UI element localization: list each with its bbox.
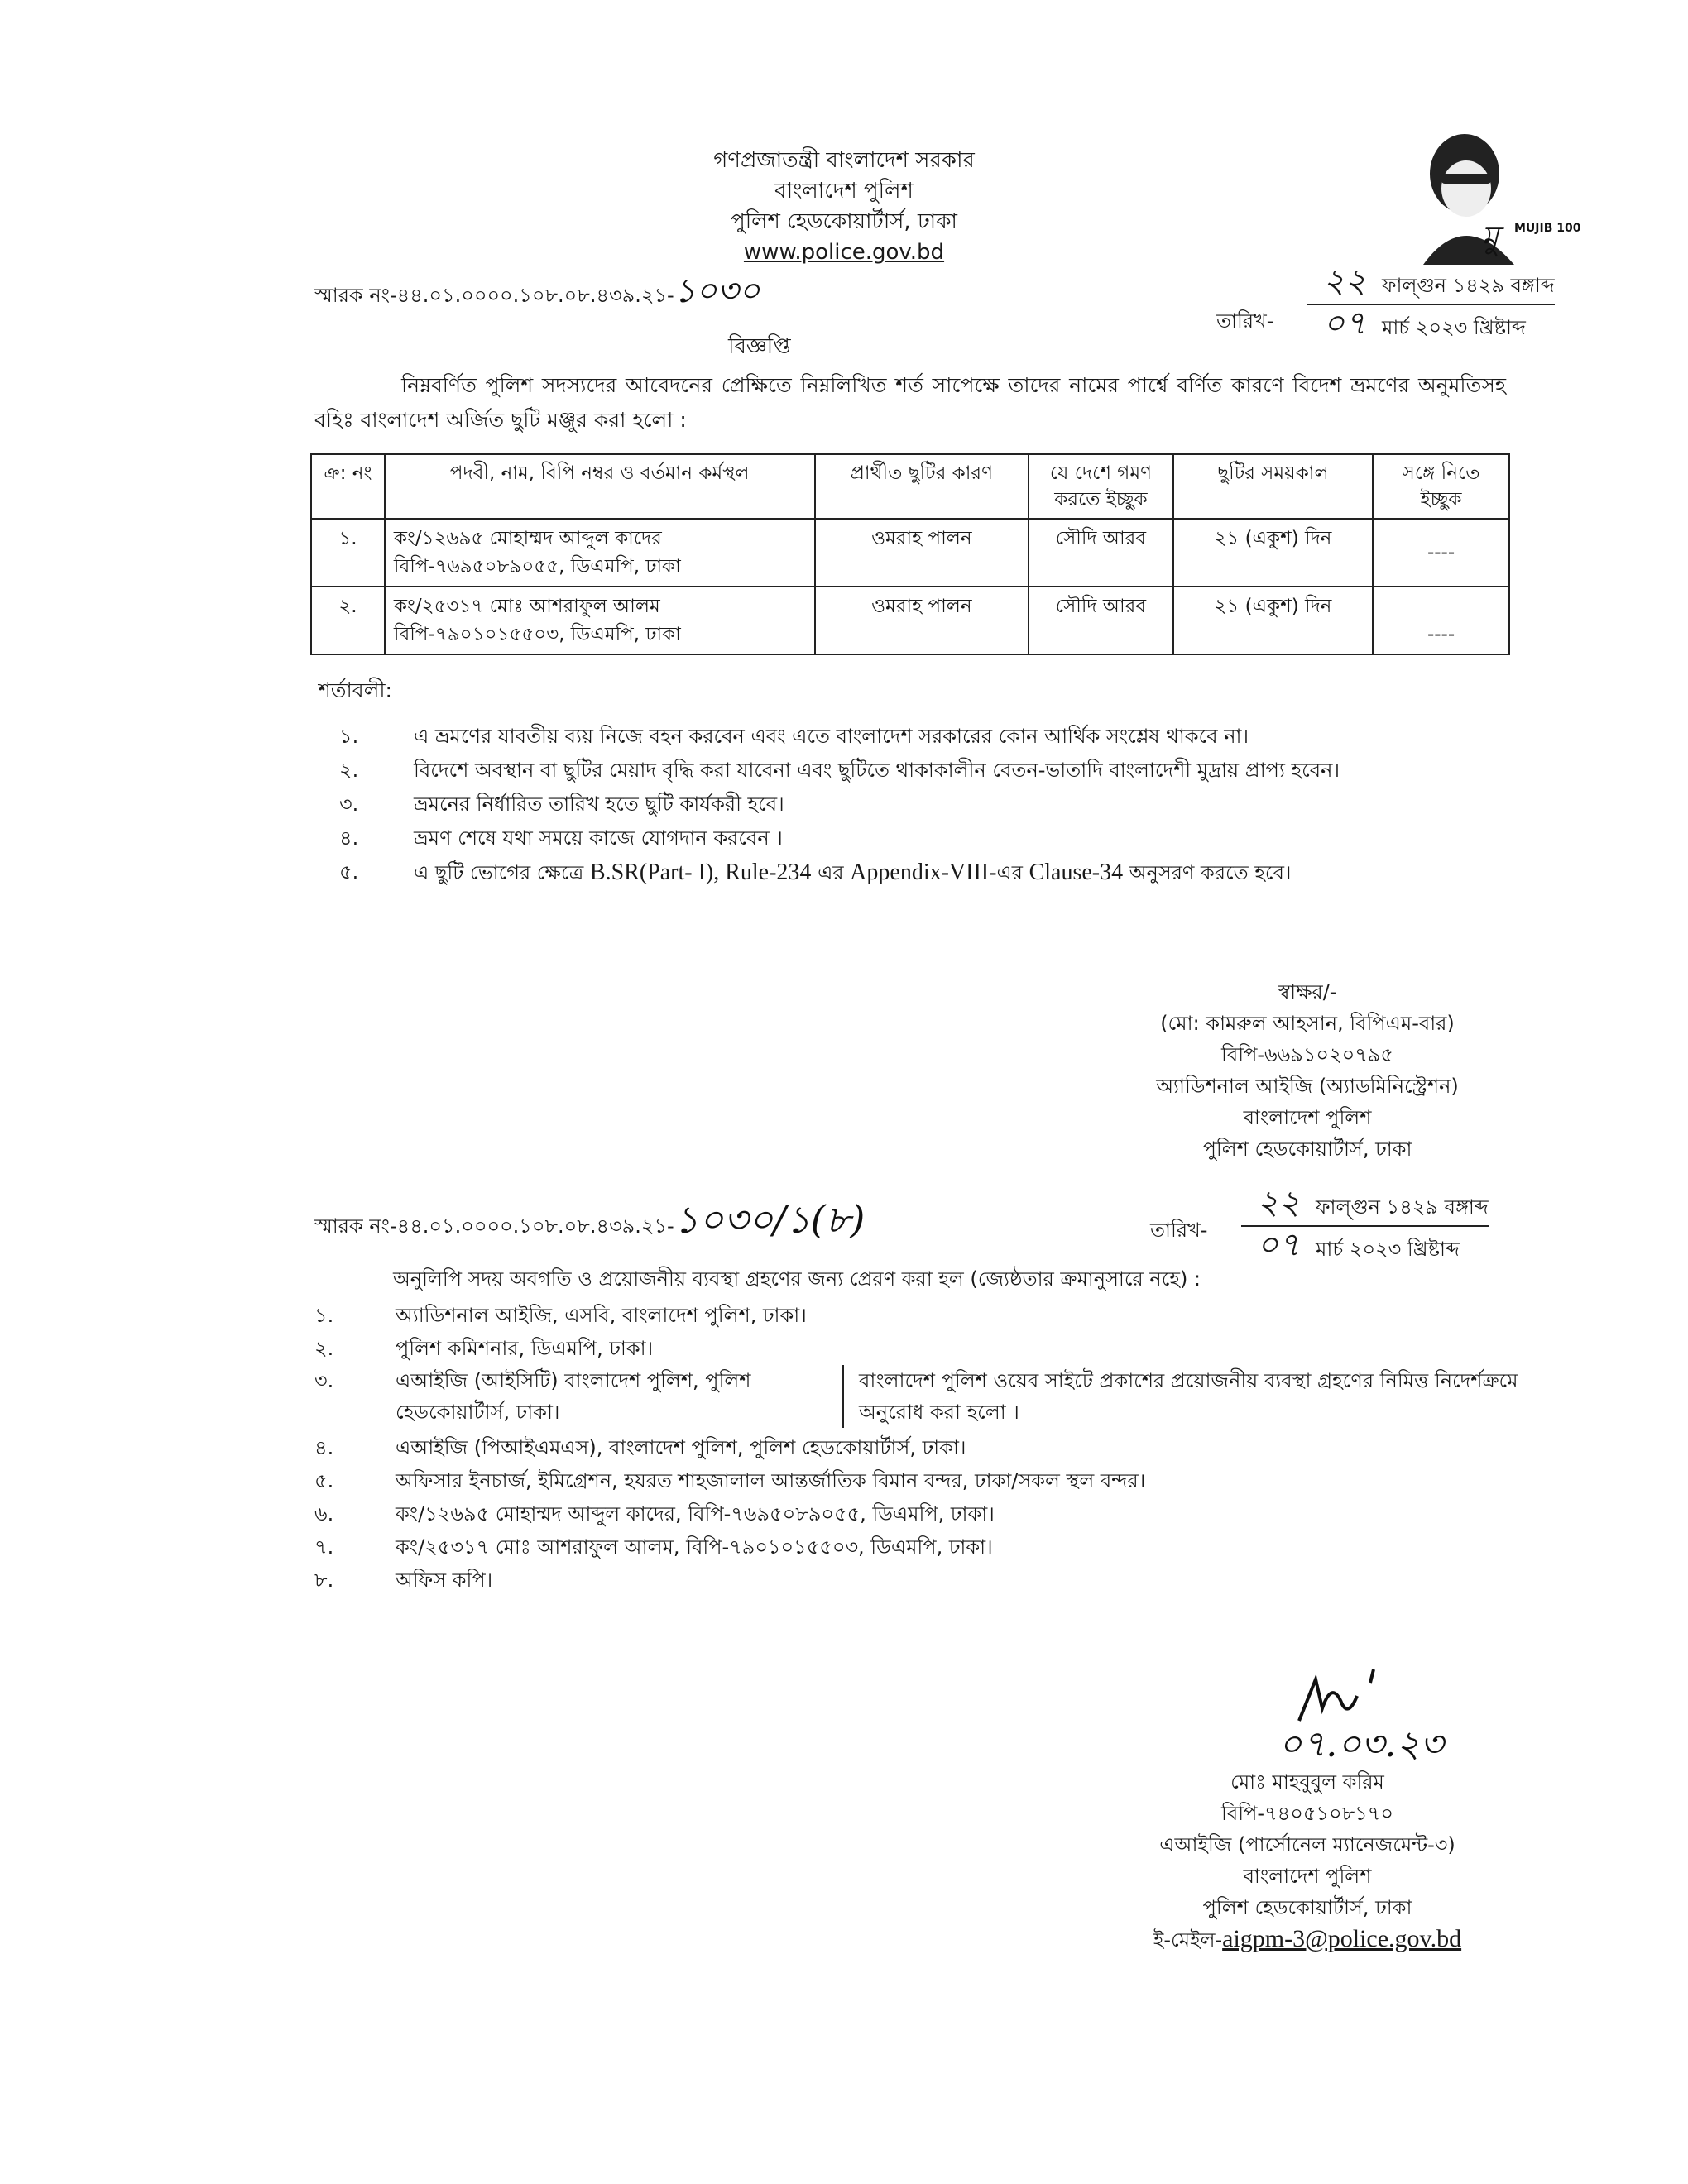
col-reason: প্রার্থীত ছুটির কারণ xyxy=(815,454,1029,519)
signatory-office: পুলিশ হেডকোয়ার্টার্স, ঢাকা xyxy=(1202,1138,1412,1161)
signatory-block-2 xyxy=(1059,1766,1556,1956)
website-link[interactable]: www.police.gov.bd xyxy=(743,240,945,265)
list-item: ৪. এআইজি (পিআইএমএস), বাংলাদেশ পুলিশ, পুলিশ হেডকোয়ার্টার্স, ঢাকা। xyxy=(314,1436,966,1459)
leave-table xyxy=(310,453,1510,655)
english-day: ০৭ xyxy=(1322,304,1366,342)
conditions-list xyxy=(339,720,1531,890)
bangla-day: ২২ xyxy=(1256,1184,1300,1222)
bangla-date: ফাল্গুন ১৪২৯ বঙ্গাব্দ xyxy=(1316,1195,1489,1219)
member-name: কং/২৫৩১৭ মোঃ আশরাফুল আলম xyxy=(393,596,660,617)
email-link[interactable]: aigpm-3@police.gov.bd xyxy=(1222,1925,1462,1952)
list-item: ৫. এ ছুটি ভোগের ক্ষেত্রে B.SR(Part- I), Rule-234 এর Appendix-VIII-এর Clause-34 অনুসরণ করতে হবে। xyxy=(339,860,1292,885)
list-item: ১. এ ভ্রমণের যাবতীয় ব্যয় নিজে বহন করবেন এবং এতে বাংলাদেশ সরকারের কোন আর্থিক সংশ্লেষ থাকবে না। xyxy=(339,725,1249,748)
row-country: সৌদি আরব xyxy=(1029,587,1173,654)
col-name: পদবী, নাম, বিপি নম্বর ও বর্তমান কর্মস্থল xyxy=(385,454,815,519)
row-companion: ---- xyxy=(1373,587,1509,654)
memo-number-2 xyxy=(314,1191,865,1254)
table-row xyxy=(311,587,1509,654)
memo-handwritten-number: ১০৩০/১(৮) xyxy=(674,1197,866,1242)
copy-intro: অনুলিপি সদয় অবগতি ও প্রয়োজনীয় ব্যবস্থা গ্রহণের জন্য প্রেরণ করা হল (জ্যেষ্ঠতার ক্রমানুসারে নহে) : xyxy=(393,1267,1201,1291)
signatory-designation: এআইজি (পার্সোনেল ম্যানেজমেন্ট-৩) xyxy=(1159,1833,1455,1856)
signatory-name: মোঃ মাহবুবুল করিম xyxy=(1230,1770,1384,1794)
portrait-icon xyxy=(1398,124,1581,273)
row-reason: ওমরাহ পালন xyxy=(815,519,1029,587)
signatory-org: বাংলাদেশ পুলিশ xyxy=(1243,1865,1372,1888)
list-item: ৮. অফিস কপি। xyxy=(314,1569,493,1592)
list-item: ৩. ভ্রমনের নির্ধারিত তারিখ হতে ছুটি কার্যকরী হবে। xyxy=(339,793,784,816)
govt-name: গণপ্রজাতন্ত্রী বাংলাদেশ সরকার xyxy=(713,148,975,173)
row-serial: ১. xyxy=(311,519,385,587)
row-duration: ২১ (একুশ) দিন xyxy=(1173,587,1373,654)
english-date: মার্চ ২০২৩ খ্রিষ্টাব্দ xyxy=(1382,316,1526,339)
row-member xyxy=(385,519,815,587)
table-header-row xyxy=(311,454,1509,519)
member-name: কং/১২৬৯৫ মোহাম্মদ আব্দুল কাদের xyxy=(393,528,662,549)
member-bp: বিপি-৭৬৯৫০৮৯০৫৫, ডিএমপি, ঢাকা xyxy=(393,556,681,577)
row-reason: ওমরাহ পালন xyxy=(815,587,1029,654)
handwritten-date: ০৭.০৩.২৩ xyxy=(1278,1723,1444,1765)
member-bp: বিপি-৭৯০১০১৫৫০৩, ডিএমপি, ঢাকা xyxy=(393,624,681,645)
signatory-bp: বিপি-৭৪০৫১০৮১৭০ xyxy=(1221,1802,1393,1825)
row-member xyxy=(385,587,815,654)
signatory-name: (মো: কামরুল আহসান, বিপিএম-বার) xyxy=(1160,1012,1455,1035)
memo-label: স্মারক নং-৪৪.০১.০০০০.১০৮.০৮.৪৩৯.২১- xyxy=(314,284,674,307)
table-row xyxy=(311,519,1509,587)
signatory-office: পুলিশ হেডকোয়ার্টার্স, ঢাকা xyxy=(1202,1896,1412,1919)
mujib-100-logo xyxy=(1398,124,1581,273)
conditions-title: শর্তাবলী: xyxy=(319,678,392,702)
intro-paragraph: নিম্নবর্ণিত পুলিশ সদস্যদের আবেদনের প্রেক্ষিতে নিম্নলিখিত শর্ত সাপেক্ষে তাদের নামের পার্শ্বে বর্ণিত কারণে বিদেশ ভ্রমণের অনুমতিসহ বহিঃ বাংলাদেশ অর্জিত ছুটি মঞ্জুর করা হলো : xyxy=(314,373,1506,432)
signatory-org: বাংলাদেশ পুলিশ xyxy=(1243,1106,1372,1129)
col-companion: সঙ্গে নিতে ইচ্ছুক xyxy=(1373,454,1509,519)
list-item: ৪. ভ্রমণ শেষে যথা সময়ে কাজে যোগদান করবেন । xyxy=(339,826,783,850)
bangla-day: ২২ xyxy=(1322,262,1366,300)
list-item: ২. পুলিশ কমিশনার, ডিএমপি, ঢাকা। xyxy=(314,1337,654,1360)
col-serial: ক্র: নং xyxy=(311,454,385,519)
list-item: ৩. এআইজি (আইসিটি) বাংলাদেশ পুলিশ, পুলিশ হেডকোয়ার্টার্স, ঢাকা। বাংলাদেশ পুলিশ ওয়েব সাইটে প্রকাশের প্রয়োজনীয় ব্যবস্থা গ্রহণের নিমিত্ত নিদের্শক্রমে অনুরোধ করা হলো । xyxy=(314,1365,1531,1428)
row-country: সৌদি আরব xyxy=(1029,519,1173,587)
org-name: বাংলাদেশ পুলিশ xyxy=(774,179,914,204)
row-serial: ২. xyxy=(311,587,385,654)
web-publish-note: বাংলাদেশ পুলিশ ওয়েব সাইটে প্রকাশের প্রয়োজনীয় ব্যবস্থা গ্রহণের নিমিত্ত নিদের্শক্রমে অনুরোধ করা হলো । xyxy=(842,1365,1531,1428)
date-block xyxy=(1216,263,1555,346)
list-item: ৫. অফিসার ইনচার্জ, ইমিগ্রেশন, হযরত শাহজালাল আন্তর্জাতিক বিমান বন্দর, ঢাকা/সকল স্থল বন্দর। xyxy=(314,1469,1146,1492)
english-date: মার্চ ২০২৩ খ্রিষ্টাব্দ xyxy=(1316,1238,1460,1261)
memo-handwritten-number: ১০৩০ xyxy=(674,272,760,310)
signatory-block-1 xyxy=(1076,976,1539,1165)
signatory-email-line: ই-মেইল-aigpm-3@police.gov.bd xyxy=(1153,1925,1462,1952)
memo-number xyxy=(314,265,760,320)
list-item: ২. বিদেশে অবস্থান বা ছুটির মেয়াদ বৃদ্ধি করা যাবেনা এবং ছুটিতে থাকাকালীন বেতন-ভাতাদি বাংলাদেশী মুদ্রায় প্রাপ্য হবেন। xyxy=(339,759,1340,782)
list-item: ৭. কং/২৫৩১৭ মোঃ আশরাফুল আলম, বিপি-৭৯০১০১৫৫০৩, ডিএমপি, ঢাকা। xyxy=(314,1535,993,1559)
memo-label: স্মারক নং-৪৪.০১.০০০০.১০৮.০৮.৪৩৯.২১- xyxy=(314,1214,674,1238)
signatory-bp: বিপি-৬৬৯১০২০৭৯৫ xyxy=(1221,1043,1393,1066)
col-country: যে দেশে গমণ করতে ইচ্ছুক xyxy=(1029,454,1173,519)
list-item: ৬. কং/১২৬৯৫ মোহাম্মদ আব্দুল কাদের, বিপি-৭৬৯৫০৮৯০৫৫, ডিএমপি, ঢাকা। xyxy=(314,1502,995,1525)
notice-title: বিজ্ঞপ্তি xyxy=(728,334,791,359)
signatory-designation: অ্যাডিশনাল আইজি (অ্যাডমিনিস্ট্রেশন) xyxy=(1156,1075,1459,1098)
date-label: তারিখ- xyxy=(1216,309,1274,333)
english-day: ০৭ xyxy=(1256,1226,1300,1264)
bangla-date: ফাল্গুন ১৪২৯ বঙ্গাব্দ xyxy=(1382,274,1555,297)
svg-text:মু: মু xyxy=(1481,219,1499,256)
office-name: পুলিশ হেডকোয়ার্টার্স, ঢাকা xyxy=(731,209,957,234)
row-companion: ---- xyxy=(1373,519,1509,587)
signed-mark: স্বাক্ষর/- xyxy=(1278,980,1337,1003)
list-item: ১. অ্যাডিশনাল আইজি, এসবি, বাংলাদেশ পুলিশ, ঢাকা। xyxy=(314,1304,807,1327)
date-label: তারিখ- xyxy=(1150,1219,1208,1242)
svg-text:MUJIB 100: MUJIB 100 xyxy=(1514,222,1581,235)
row-duration: ২১ (একুশ) দিন xyxy=(1173,519,1373,587)
col-duration: ছুটির সময়কাল xyxy=(1173,454,1373,519)
date-block-2 xyxy=(1150,1185,1489,1267)
distribution-list xyxy=(314,1299,1531,1597)
